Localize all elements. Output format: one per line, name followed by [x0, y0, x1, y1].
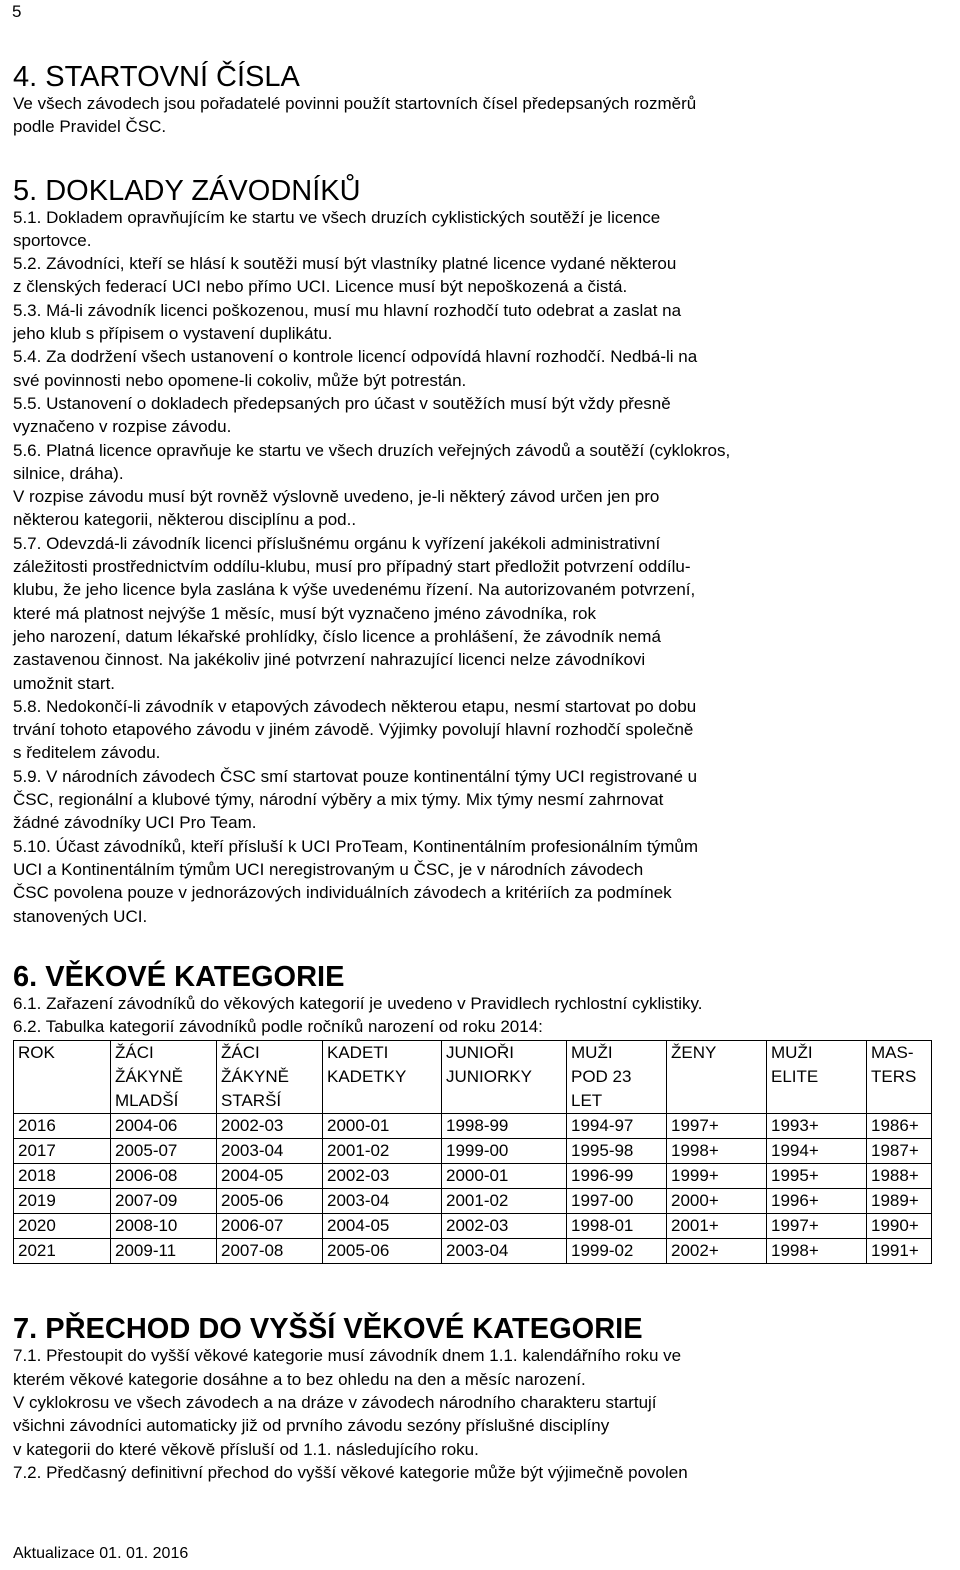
table-cell: 1986+: [867, 1114, 932, 1139]
text-line: 5.1. Dokladem opravňujícím ke startu ve všech druzích cyklistických soutěží je licence: [13, 207, 661, 227]
table-cell: 1997-00: [567, 1189, 667, 1214]
text-line: některou kategorii, některou disciplínu a pod..: [13, 510, 357, 530]
table-cell: 1997+: [667, 1114, 767, 1139]
table-cell: 2009-11: [111, 1239, 217, 1264]
table-cell: 2016: [14, 1114, 111, 1139]
column-header-line: TERS: [871, 1067, 917, 1087]
text-line: 5.2. Závodníci, kteří se hlásí k soutěži musí být vlastníky platné licence vydané některou: [13, 254, 677, 274]
table-cell: 2004-05: [323, 1214, 442, 1239]
text-line: kterém věkové kategorie dosáhne a to bez ohledu na den a měsíc narození.: [13, 1369, 586, 1389]
column-header: [767, 1041, 867, 1114]
table-cell: 1999+: [667, 1164, 767, 1189]
column-header-line: ŽÁCI: [115, 1043, 154, 1063]
text-line: 5.4. Za dodržení všech ustanovení o kontrole licencí odpovídá hlavní rozhodčí. Nedbá-li na: [13, 347, 698, 367]
table-cell: 2000-01: [323, 1114, 442, 1139]
table-cell: 1994-97: [567, 1114, 667, 1139]
table-header-row: [14, 1041, 932, 1114]
table-cell: 2006-07: [217, 1214, 323, 1239]
table-cell: 2005-06: [323, 1239, 442, 1264]
text-line: podle Pravidel ČSC.: [13, 117, 167, 137]
text-line: 5.9. V národních závodech ČSC smí startovat pouze kontinentální týmy UCI registrované u: [13, 766, 698, 786]
text-line: 7.2. Předčasný definitivní přechod do vyšší věkové kategorie může být výjimečně povolen: [13, 1462, 688, 1482]
table-cell: 2002-03: [217, 1114, 323, 1139]
table-cell: 2001-02: [323, 1139, 442, 1164]
column-header-line: STARŠÍ: [221, 1091, 282, 1111]
table-cell: 2004-05: [217, 1164, 323, 1189]
column-header-line: ROK: [18, 1043, 55, 1063]
text-line: všichni závodníci automaticky již od prvního závodu sezóny příslušné disciplíny: [13, 1416, 610, 1436]
column-header-line: KADETI: [327, 1043, 389, 1063]
section-7-text: [13, 1344, 948, 1484]
text-line: své povinnosti nebo opomene-li cokoliv, může být potrestán.: [13, 370, 467, 390]
column-header-line: POD 23: [571, 1067, 632, 1087]
table-cell: 1999-00: [442, 1139, 567, 1164]
text-line: 5.3. Má-li závodník licenci poškozenou, musí mu hlavní rozhodčí tuto odebrat a zaslat na: [13, 300, 682, 320]
table-cell: 2003-04: [323, 1189, 442, 1214]
text-line: v kategorii do které věkově přísluší od 1.1. následujícího roku.: [13, 1439, 479, 1459]
table-row: [14, 1214, 932, 1239]
section-4: [13, 62, 948, 139]
table-cell: 1995-98: [567, 1139, 667, 1164]
column-header-line: LET: [571, 1091, 603, 1111]
table-cell: 1988+: [867, 1164, 932, 1189]
text-line: V rozpise závodu musí být rovněž výslovně uvedeno, je-li některý závod určen jen pro: [13, 487, 660, 507]
page-number: 5: [12, 2, 22, 21]
text-line: z členských federací UCI nebo přímo UCI. Licence musí být nepoškozená a čistá.: [13, 277, 628, 297]
table-row: [14, 1114, 932, 1139]
table-cell: 1997+: [767, 1214, 867, 1239]
table-cell: 2017: [14, 1139, 111, 1164]
text-line: ČSC, regionální a klubové týmy, národní výběry a mix týmy. Mix týmy nesmí zahrnovat: [13, 790, 664, 810]
text-line: jeho klub s přípisem o vystavení duplikátu.: [13, 324, 333, 344]
table-cell: 1998+: [767, 1239, 867, 1264]
section-5-text: [13, 206, 948, 928]
table-cell: 1991+: [867, 1239, 932, 1264]
table-cell: 1998-01: [567, 1214, 667, 1239]
table-cell: 2004-06: [111, 1114, 217, 1139]
table-cell: 2001+: [667, 1214, 767, 1239]
table-cell: 1995+: [767, 1164, 867, 1189]
section-4-heading: 4. STARTOVNÍ ČÍSLA: [13, 61, 300, 93]
column-header-line: MLADŠÍ: [115, 1091, 179, 1111]
table-cell: 2020: [14, 1214, 111, 1239]
column-header-line: KADETKY: [327, 1067, 407, 1087]
table-cell: 2003-04: [217, 1139, 323, 1164]
table-row: [14, 1164, 932, 1189]
text-line: zastavenou činnost. Na jakékoliv jiné potvrzení nahrazující licenci nelze závodníkovi: [13, 650, 646, 670]
text-line: sportovce.: [13, 230, 92, 250]
text-line: 5.5. Ustanovení o dokladech předepsaných pro účast v soutěžích musí být vždy přesně: [13, 393, 671, 413]
table-cell: 2005-06: [217, 1189, 323, 1214]
text-line: umožnit start.: [13, 673, 116, 693]
table-row: [14, 1189, 932, 1214]
table-cell: 2006-08: [111, 1164, 217, 1189]
text-line: klubu, že jeho licence byla zaslána k výše uvedenému řízení. Na autorizovaném potvrzení,: [13, 580, 696, 600]
table-cell: 2002-03: [442, 1214, 567, 1239]
table-cell: 1987+: [867, 1139, 932, 1164]
table-cell: 2000-01: [442, 1164, 567, 1189]
table-cell: 2001-02: [442, 1189, 567, 1214]
column-header: [867, 1041, 932, 1114]
section-6-heading: 6. VĚKOVÉ KATEGORIE: [13, 960, 345, 993]
table-cell: 1993+: [767, 1114, 867, 1139]
text-line: 5.8. Nedokončí-li závodník v etapových závodech některou etapu, nesmí startovat po dobu: [13, 696, 697, 716]
column-header-line: ELITE: [771, 1067, 819, 1087]
column-header-line: ŽÁCI: [221, 1043, 260, 1063]
column-header-line: MUŽI: [771, 1043, 813, 1063]
text-line: jeho narození, datum lékařské prohlídky, číslo licence a prohlášení, že závodník nemá: [13, 626, 661, 646]
table-cell: 2002+: [667, 1239, 767, 1264]
table-cell: 2021: [14, 1239, 111, 1264]
table-cell: 1998+: [667, 1139, 767, 1164]
section-5-heading: 5. DOKLADY ZÁVODNÍKŮ: [13, 174, 361, 207]
section-5: [13, 176, 948, 928]
table-row: [14, 1239, 932, 1264]
column-header-line: ŽÁKYNĚ: [221, 1067, 290, 1087]
table-cell: 2019: [14, 1189, 111, 1214]
text-line: ČSC povolena pouze v jednorázových individuálních závodech a kritériích za podmínek: [13, 883, 672, 903]
table-cell: 2005-07: [111, 1139, 217, 1164]
footer-update-date: Aktualizace 01. 01. 2016: [13, 1545, 189, 1562]
column-header: [567, 1041, 667, 1114]
text-line: žádné závodníky UCI Pro Team.: [13, 813, 257, 833]
table-cell: 1996-99: [567, 1164, 667, 1189]
text-line: záležitosti prostřednictvím oddílu-klubu, musí pro případný start předložit potvrzení oddílu-: [13, 557, 691, 577]
text-line: UCI a Kontinentálním týmům UCI neregistrovaným u ČSC, je v národních závodech: [13, 859, 644, 879]
text-line: 5.7. Odevzdá-li závodník licenci příslušnému orgánu k vyřízení jakékoli administrativní: [13, 533, 661, 553]
column-header-line: JUNIOŘI: [446, 1043, 514, 1063]
text-line: 5.6. Platná licence opravňuje ke startu ve všech druzích veřejných závodů a soutěží (cyklokros,: [13, 440, 731, 460]
table-cell: 1994+: [767, 1139, 867, 1164]
table-cell: 2003-04: [442, 1239, 567, 1264]
section-4-text: [13, 92, 948, 139]
text-line: 6.2. Tabulka kategorií závodníků podle ročníků narození od roku 2014:: [13, 1017, 543, 1037]
table-cell: 2007-09: [111, 1189, 217, 1214]
text-line: 5.10. Účast závodníků, kteří přísluší k UCI ProTeam, Kontinentálním profesionálním týmům: [13, 836, 699, 856]
text-line: V cyklokrosu ve všech závodech a na dráze v závodech národního charakteru startují: [13, 1392, 657, 1412]
table-cell: 2007-08: [217, 1239, 323, 1264]
table-cell: 2008-10: [111, 1214, 217, 1239]
column-header: [111, 1041, 217, 1114]
table-cell: 1990+: [867, 1214, 932, 1239]
table-cell: 1989+: [867, 1189, 932, 1214]
section-6-text: [13, 992, 948, 1039]
text-line: 6.1. Zařazení závodníků do věkových kategorií je uvedeno v Pravidlech rychlostní cyklistiky.: [13, 993, 703, 1013]
column-header: [14, 1041, 111, 1114]
table-cell: 2018: [14, 1164, 111, 1189]
section-7-heading: 7. PŘECHOD DO VYŠŠÍ VĚKOVÉ KATEGORIE: [13, 1313, 643, 1346]
column-header-line: JUNIORKY: [446, 1067, 532, 1087]
table-row: [14, 1139, 932, 1164]
text-line: s ředitelem závodu.: [13, 743, 161, 763]
text-line: 7.1. Přestoupit do vyšší věkové kategorie musí závodník dnem 1.1. kalendářního roku ve: [13, 1346, 682, 1366]
text-line: Ve všech závodech jsou pořadatelé povinni použít startovních čísel předepsaných rozměrů: [13, 94, 697, 113]
column-header: [442, 1041, 567, 1114]
section-7: [13, 1314, 948, 1484]
document-body: [13, 62, 948, 1484]
table-cell: 2002-03: [323, 1164, 442, 1189]
text-line: silnice, dráha).: [13, 463, 124, 483]
age-category-table: [13, 1040, 932, 1264]
table-cell: 2000+: [667, 1189, 767, 1214]
column-header: [667, 1041, 767, 1114]
section-6: [13, 962, 948, 1265]
table-cell: 1999-02: [567, 1239, 667, 1264]
text-line: které má platnost nejvýše 1 měsíc, musí být vyznačeno jméno závodníka, rok: [13, 603, 596, 623]
table-cell: 1996+: [767, 1189, 867, 1214]
column-header: [323, 1041, 442, 1114]
column-header: [217, 1041, 323, 1114]
column-header-line: ŽENY: [671, 1043, 717, 1063]
table-cell: 1998-99: [442, 1114, 567, 1139]
text-line: stanovených UCI.: [13, 906, 148, 926]
text-line: vyznačeno v rozpise závodu.: [13, 417, 232, 437]
column-header-line: MAS-: [871, 1043, 914, 1063]
column-header-line: ŽÁKYNĚ: [115, 1067, 184, 1087]
text-line: trvání tohoto etapového závodu v jiném závodě. Výjimky povolují hlavní rozhodčí společně: [13, 720, 694, 740]
column-header-line: MUŽI: [571, 1043, 613, 1063]
